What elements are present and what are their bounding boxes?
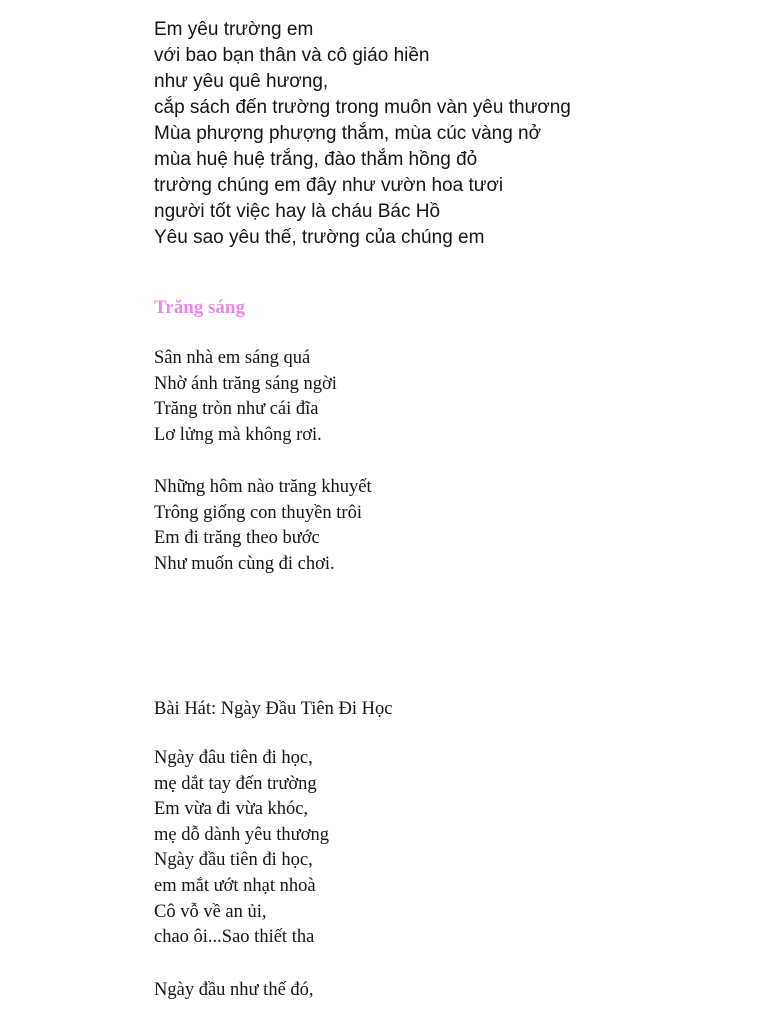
poem-line: Lơ lửng mà không rơi.	[154, 424, 322, 445]
song-title: Bài Hát: Ngày Đầu Tiên Đi Học	[154, 699, 393, 719]
song-lyrics-stanza	[154, 17, 571, 251]
lyric-line: trường chúng em đây như vườn hoa tươi	[154, 175, 504, 196]
lyric-line: mẹ dỗ dành yêu thương	[154, 824, 329, 845]
lyric-line: mùa huệ huệ trắng, đào thắm hồng đỏ	[154, 149, 478, 170]
lyric-line: Em yêu trường em	[154, 19, 314, 40]
lyric-line: Cô vỗ về an ủi,	[154, 901, 267, 922]
song-lyrics-stanza	[154, 746, 329, 951]
lyric-line: Yêu sao yêu thế, trường của chúng em	[154, 227, 485, 248]
lyric-line: Em vừa đi vừa khóc,	[154, 799, 309, 820]
poem-line: Trông giống con thuyền trôi	[154, 502, 362, 523]
poem-title: Trăng sáng	[154, 297, 245, 318]
poem-line: Những hôm nào trăng khuyết	[154, 477, 372, 497]
lyric-line: Mùa phượng phượng thắm, mùa cúc vàng nở	[154, 123, 542, 144]
lyric-line: cắp sách đến trường trong muôn vàn yêu thương	[154, 97, 571, 118]
lyric-line: Ngày đâu tiên đi học,	[154, 748, 313, 768]
lyric-line: chao ôi...Sao thiết tha	[154, 927, 315, 948]
song-lyrics-stanza	[154, 978, 314, 1004]
poem-line: Sân nhà em sáng quá	[154, 348, 311, 368]
lyric-line: em mắt ướt nhạt nhoà	[154, 875, 316, 896]
poem-line: Trăng tròn như cái đĩa	[154, 399, 319, 420]
lyric-line: như yêu quê hương,	[154, 71, 329, 92]
lyric-line: Ngày đầu tiên đi học,	[154, 850, 313, 871]
poem-line: Nhờ ánh trăng sáng ngời	[154, 373, 337, 394]
lyric-line: với bao bạn thân và cô giáo hiền	[154, 45, 430, 66]
poem-line: Như muốn cùng đi chơi.	[154, 553, 335, 574]
poem-stanza	[154, 346, 337, 448]
poem-line: Em đi trăng theo bước	[154, 528, 320, 549]
lyric-line: Ngày đầu như thế đó,	[154, 980, 314, 1000]
lyric-line: người tốt việc hay là cháu Bác Hồ	[154, 201, 441, 222]
lyric-line: mẹ dắt tay đến trường	[154, 773, 317, 794]
poem-stanza	[154, 475, 372, 577]
